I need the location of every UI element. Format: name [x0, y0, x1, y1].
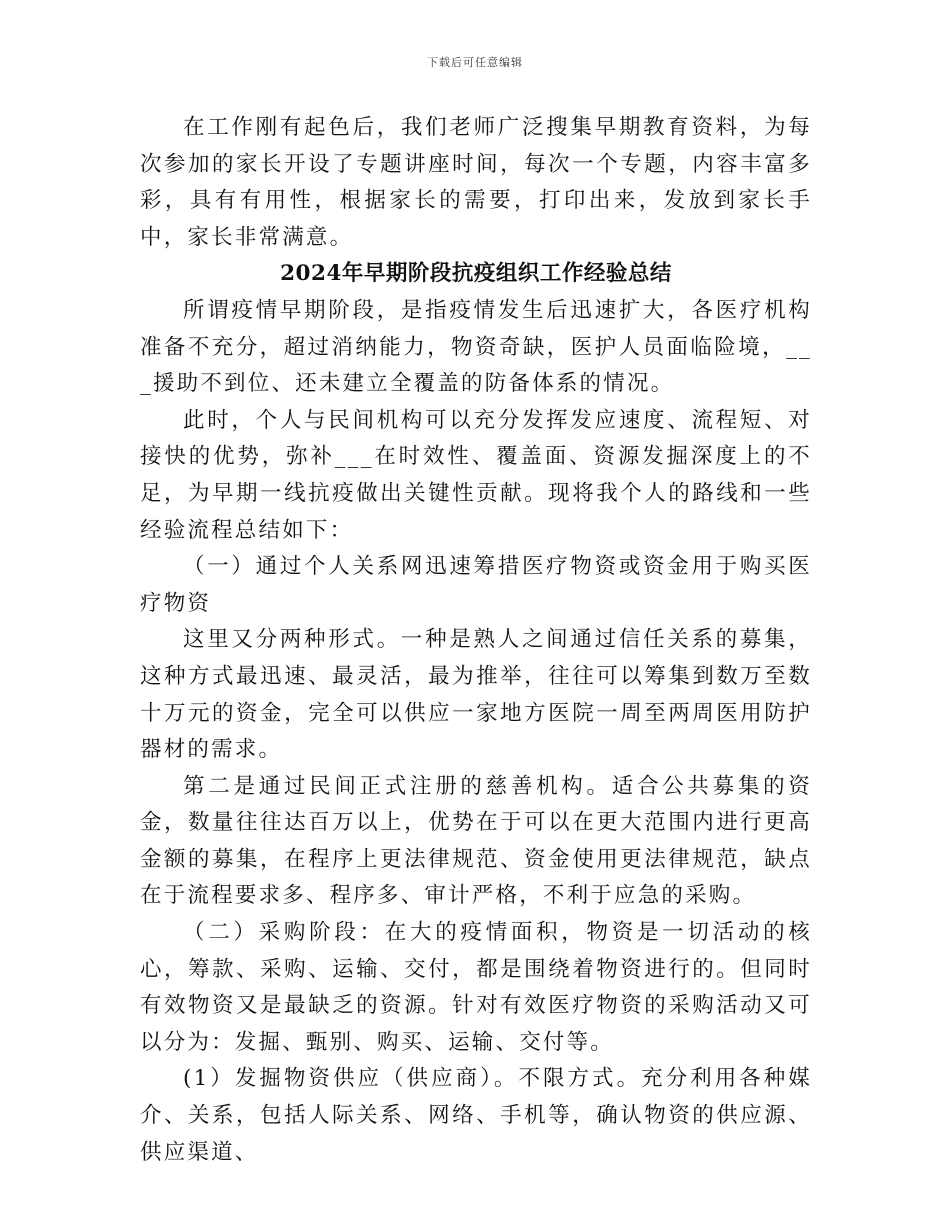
- header-note: 下载后可任意编辑: [427, 56, 523, 69]
- paragraph-definition: 所谓疫情早期阶段，是指疫情发生后迅速扩大，各医疗机构准备不充分，超过消纳能力，物资奇缺，医护人员面临险境，___援助不到位、还未建立全覆盖的防备体系的情况。: [140, 297, 812, 397]
- paragraph-advantages: 此时，个人与民间机构可以充分发挥发应速度、流程短、对接快的优势，弥补___在时效性、覆盖面、资源发掘深度上的不足，为早期一线抗疫做出关键性贡献。现将我个人的路线和一些经验流程总结如下：: [140, 407, 812, 543]
- paragraph-acquaintance-fundraising: 这里又分两种形式。一种是熟人之间通过信任关系的募集，这种方式最迅速、最灵活，最为推举，往往可以筹集到数万至数十万元的资金，完全可以供应一家地方医院一周至两周医用防护器材的需求。: [140, 627, 812, 763]
- paragraph-charity-organizations: 第二是通过民间正式注册的慈善机构。适合公共募集的资金，数量往往达百万以上，优势在于可以在更大范围内进行更高金额的募集，在程序上更法律规范、资金使用更法律规范，缺点在于流程要求多、程序多、审计严格，不利于应急的采购。: [140, 773, 812, 909]
- document-body: [140, 110, 812, 1171]
- document-title: 2024年早期阶段抗疫组织工作经验总结: [280, 261, 672, 287]
- paragraph-supplier-discovery: (1）发掘物资供应（供应商）。不限方式。充分利用各种媒介、关系，包括人际关系、网络、手机等，确认物资的供应源、供应渠道、: [140, 1066, 812, 1165]
- intro-paragraph: 在工作刚有起色后，我们老师广泛搜集早期教育资料，为每次参加的家长开设了专题讲座时间，每次一个专题，内容丰富多彩，具有有用性，根据家长的需要，打印出来，发放到家长手中，家长非常满意。: [140, 115, 812, 250]
- section-procurement: （二）采购阶段：在大的疫情面积，物资是一切活动的核心，筹款、采购、运输、交付，都是围绕着物资进行的。但同时有效物资又是最缺乏的资源。针对有效医疗物资的采购活动又可以分为：发掘、甄别、购买、运输、交付等。: [140, 920, 812, 1055]
- section-heading-fundraising: （一）通过个人关系网迅速筹措医疗物资或资金用于购买医疗物资: [140, 554, 812, 616]
